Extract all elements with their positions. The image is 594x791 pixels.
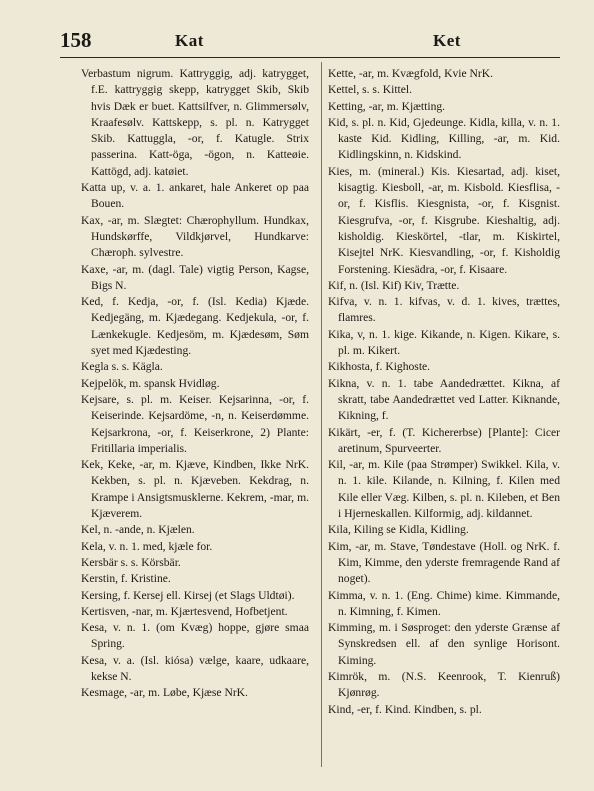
entry: Kies, m. (mineral.) Kis. Kiesartad, adj. kiset, kisagtig. Kiesboll, -ar, m. Kisbold. Kiesflisa, -or, f. Kisflis. Kiesgnista, -or, f. Kisgnist. Kiesgrufva, -or, f. Kisgrube. Kieshaltig, adj. kisholdig. Kieskörtel, -tlar, m. Kiskirtel, Kisejtel NrK. Kiesvandling, -or, f. Kisholdig Forstening. Kiesädra, -or, f. Kisaare. xyxy=(328,164,560,276)
entry: Kerstin, f. Kristine. xyxy=(81,572,171,586)
right-guide-word: Ket xyxy=(433,31,461,50)
entry: Kersing, f. Kersej ell. Kirsej (et Slags Uldtøi). xyxy=(81,588,295,602)
entry: Kimming, m. i Søsproget: den yderste Grænse af Synskredsen ell. af den synlige Horisont. Kiming. xyxy=(328,621,560,667)
entry: Verbastum nigrum. Kattryggig, adj. katrygget, f.E. kattryggig skepp, katrygget Skib, Skib hvis Dæk er buet. Kattsilfver, n. Glimmersølv, Kraafesølv. Kattskepp, s. pl. n. Katrygget Skib. Kattuggla, -or, f. Katugle. Strix passerina. Katt-öga, -ögon, n. Katteøie. Kattögd, adj. katøiet. xyxy=(81,67,309,178)
entry: Kertisven, -nar, m. Kjærtesvend, Hofbetjent. xyxy=(81,604,288,618)
entry: Kette, -ar, m. Kvægfold, Kvie NrK. xyxy=(328,67,494,80)
entry: Katta up, v. a. 1. ankaret, hale Ankeret op paa Bouen. xyxy=(81,181,309,211)
entry: Kifva, v. n. 1. kifvas, v. d. 1. kives, trættes, flamres. xyxy=(328,295,560,325)
entry: Kikna, v. n. 1. tabe Aandedrættet. Kikna, af skratt, tabe Aandedrættet ved Latter. Kiknande, Kikning, f. xyxy=(328,376,560,423)
entry: Kela, v. n. 1. med, kjæle for. xyxy=(81,539,213,553)
entry: Ked, f. Kedja, -or, f. (Isl. Kedia) Kjæde. Kedjegäng, m. Kjædegang. Kedjekula, -or, f. Lænkekugle. Kedjesöm, m. Kjædesøm, Søm syet med Kjædesting. xyxy=(81,295,309,358)
entry: Kek, Keke, -ar, m. Kjæve, Kindben, Ikke NrK. Kekben, s. pl. n. Kjæveben. Kekdrag, n. Krampe i Ansigtsmusklerne. Kekrem, -mar, m. Kjæverem. xyxy=(81,458,309,521)
header-rule xyxy=(60,57,560,58)
entry: Kesa, v. a. (Isl. kiósa) vælge, kaare, udkaare, kekse N. xyxy=(81,653,309,683)
entry: Kax, -ar, m. Slægtet: Chærophyllum. Hundkax, Hundskørffe, Vildkjørvel, Hundkarve: Chæroph. sylvestre. xyxy=(81,213,309,260)
page-header xyxy=(60,28,560,58)
column-divider xyxy=(321,62,322,767)
entry: Kikhosta, f. Kighoste. xyxy=(328,360,431,374)
entry: Kegla s. s. Kägla. xyxy=(81,360,163,374)
entry: Kejpelök, m. spansk Hvidløg. xyxy=(81,376,220,390)
entry: Kikärt, -er, f. (T. Kichererbse) [Plante]: Cicer aretinum, Spurveerter. xyxy=(328,425,560,455)
entry: Kersbär s. s. Körsbär. xyxy=(81,555,181,569)
entry: Kejsare, s. pl. m. Keiser. Kejsarinna, -or, f. Keiserinde. Kejsardöme, -n, n. Keiserdømme. Kejsarkrona, -or, f. Keiserkrone, 2) Plante: Fritillaria imperialis. xyxy=(81,392,309,455)
entry: Kesa, v. n. 1. (om Kvæg) hoppe, gjøre smaa Spring. xyxy=(81,621,309,651)
entry: Kimrök, m. (N.S. Keenrook, T. Kienruß) Kjønrøg. xyxy=(328,669,560,700)
right-column xyxy=(328,66,560,718)
left-guide-word: Kat xyxy=(175,31,204,50)
entry: Kind, -er, f. Kind. Kindben, s. pl. xyxy=(328,702,482,716)
entry: Kettel, s. s. Kittel. xyxy=(328,83,413,97)
entry: Kel, n. -ande, n. Kjælen. xyxy=(81,523,195,537)
entry: Kila, Kiling se Kidla, Kidling. xyxy=(328,523,469,537)
page-number: 158 xyxy=(60,28,92,52)
entry: Kika, v, n. 1. kige. Kikande, n. Kigen. Kikare, s. pl. m. Kikert. xyxy=(328,327,560,358)
entry: Kim, -ar, m. Stave, Tøndestave (Holl. og NrK. f. Kim, Kimme, den yderste fremragende Rand af noget). xyxy=(328,539,560,586)
entry: Kaxe, -ar, m. (dagl. Tale) vigtig Person, Kagse, Bigs N. xyxy=(81,262,309,292)
entry: Kesmage, -ar, m. Løbe, Kjæse NrK. xyxy=(81,686,248,700)
entry: Kimma, v. n. 1. (Eng. Chime) kime. Kimmande, n. Kimning, f. Kimen. xyxy=(328,588,560,618)
left-column xyxy=(81,66,309,702)
entry: Ketting, -ar, m. Kjætting. xyxy=(328,99,446,113)
entry: Kid, s. pl. n. Kid, Gjedeunge. Kidla, killa, v. n. 1. kaste Kid. Kidling, Killing, -ar, m. Kid. Kidlingskinn, n. Kidskind. xyxy=(328,115,560,162)
entry: Kil, -ar, m. Kile (paa Strømper) Swikkel. Kila, v. n. 1. kile. Kilande, n. Kilning, f. Kilen med Kile eller Væg. Kilben, s. pl. n. Kileben, et Ben i Hjerneskallen. Kilformig, adj. kildannet. xyxy=(328,458,560,521)
entry: Kif, n. (Isl. Kif) Kiv, Trætte. xyxy=(328,278,460,292)
